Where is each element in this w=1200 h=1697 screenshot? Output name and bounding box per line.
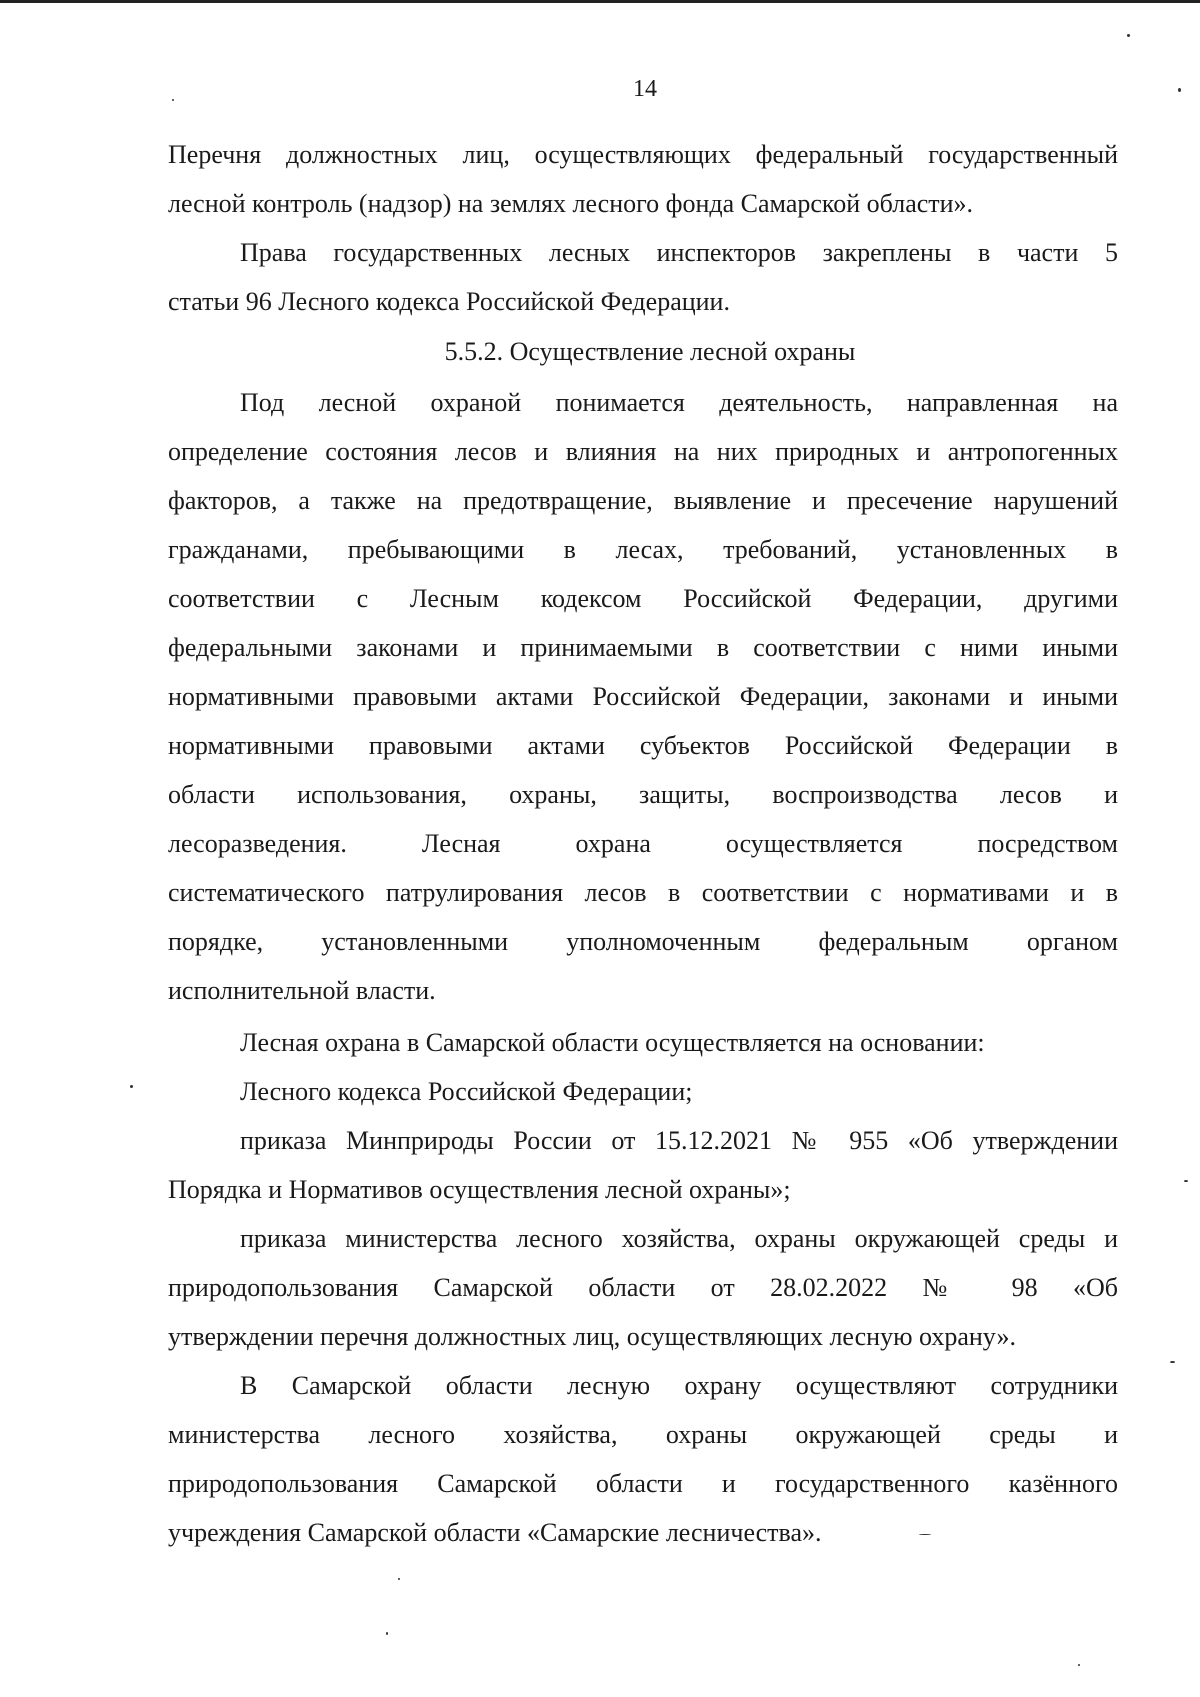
- text-line: природопользования Самарской области и государственного казённого: [168, 1469, 1118, 1498]
- text-line: приказа Минприроды России от 15.12.2021 № 955 «Об утверждении: [240, 1126, 1118, 1155]
- text-line: определение состояния лесов и влияния на них природных и антропогенных: [168, 437, 1118, 466]
- text-line: Под лесной охраной понимается деятельность, направленная на: [240, 388, 1118, 417]
- text-line: В Самарской области лесную охрану осуществляют сотрудники: [240, 1371, 1118, 1400]
- text-line: лесоразведения. Лесная охрана осуществляется посредством: [168, 829, 1118, 858]
- scan-speck: [1078, 1664, 1080, 1666]
- paragraph-continuation: [168, 130, 1118, 228]
- paragraph-basis-intro: [168, 1018, 1118, 1067]
- text-line: федеральными законами и принимаемыми в соответствии с ними иными: [168, 633, 1118, 662]
- scan-speck: [398, 1578, 400, 1580]
- text-line: соответствии с Лесным кодексом Российской Федерации, другими: [168, 584, 1118, 613]
- text-line: Права государственных лесных инспекторов закреплены в части 5: [240, 238, 1118, 267]
- text-line: нормативными правовыми актами Российской Федерации, законами и иными: [168, 682, 1118, 711]
- text-line: приказа министерства лесного хозяйства, охраны окружающей среды и: [240, 1224, 1118, 1253]
- scan-speck: [1178, 88, 1181, 92]
- text-line: порядке, установленными уполномоченным федеральным органом: [168, 927, 1118, 956]
- text-line: Порядка и Нормативов осуществления лесной охраны»;: [168, 1175, 791, 1204]
- section-heading: 5.5.2. Осуществление лесной охраны: [444, 337, 856, 366]
- scan-speck: [1127, 34, 1130, 37]
- paragraph-forest-protection-definition: [168, 378, 1118, 1015]
- text-line: статьи 96 Лесного кодекса Российской Федерации.: [168, 287, 730, 316]
- text-line: области использования, охраны, защиты, воспроизводства лесов и: [168, 780, 1118, 809]
- scan-speck: [919, 1534, 931, 1535]
- scan-speck: [1184, 1180, 1188, 1182]
- paragraph-performers: [168, 1361, 1118, 1557]
- paragraph-forest-code: [168, 1067, 1118, 1116]
- text-line: утверждении перечня должностных лиц, осуществляющих лесную охрану».: [168, 1322, 1016, 1351]
- scan-speck: [1170, 1361, 1175, 1363]
- scan-top-border: [0, 0, 1200, 3]
- paragraph-ministry-order: [168, 1214, 1118, 1361]
- scan-speck: [386, 1632, 388, 1635]
- text-line: Перечня должностных лиц, осуществляющих федеральный государственный: [168, 140, 1118, 169]
- text-line: министерства лесного хозяйства, охраны окружающей среды и: [168, 1420, 1118, 1449]
- page-number: 14: [633, 76, 657, 102]
- text-line: Лесного кодекса Российской Федерации;: [240, 1077, 693, 1106]
- text-line: гражданами, пребывающими в лесах, требований, установленных в: [168, 535, 1118, 564]
- text-line: лесной контроль (надзор) на землях лесного фонда Самарской области».: [168, 189, 974, 218]
- text-line: исполнительной власти.: [168, 976, 436, 1005]
- text-line: Лесная охрана в Самарской области осуществляется на основании:: [240, 1028, 985, 1057]
- text-line: учреждения Самарской области «Самарские лесничества».: [168, 1518, 822, 1547]
- text-line: факторов, а также на предотвращение, выявление и пресечение нарушений: [168, 486, 1118, 515]
- paragraph-inspector-rights: [168, 228, 1118, 326]
- text-line: природопользования Самарской области от 28.02.2022 № 98 «Об: [168, 1273, 1118, 1302]
- scan-speck: [172, 99, 174, 101]
- text-line: нормативными правовыми актами субъектов Российской Федерации в: [168, 731, 1118, 760]
- paragraph-minprirody-order: [168, 1116, 1118, 1214]
- text-line: систематического патрулирования лесов в соответствии с нормативами и в: [168, 878, 1118, 907]
- scan-speck: [130, 1085, 133, 1088]
